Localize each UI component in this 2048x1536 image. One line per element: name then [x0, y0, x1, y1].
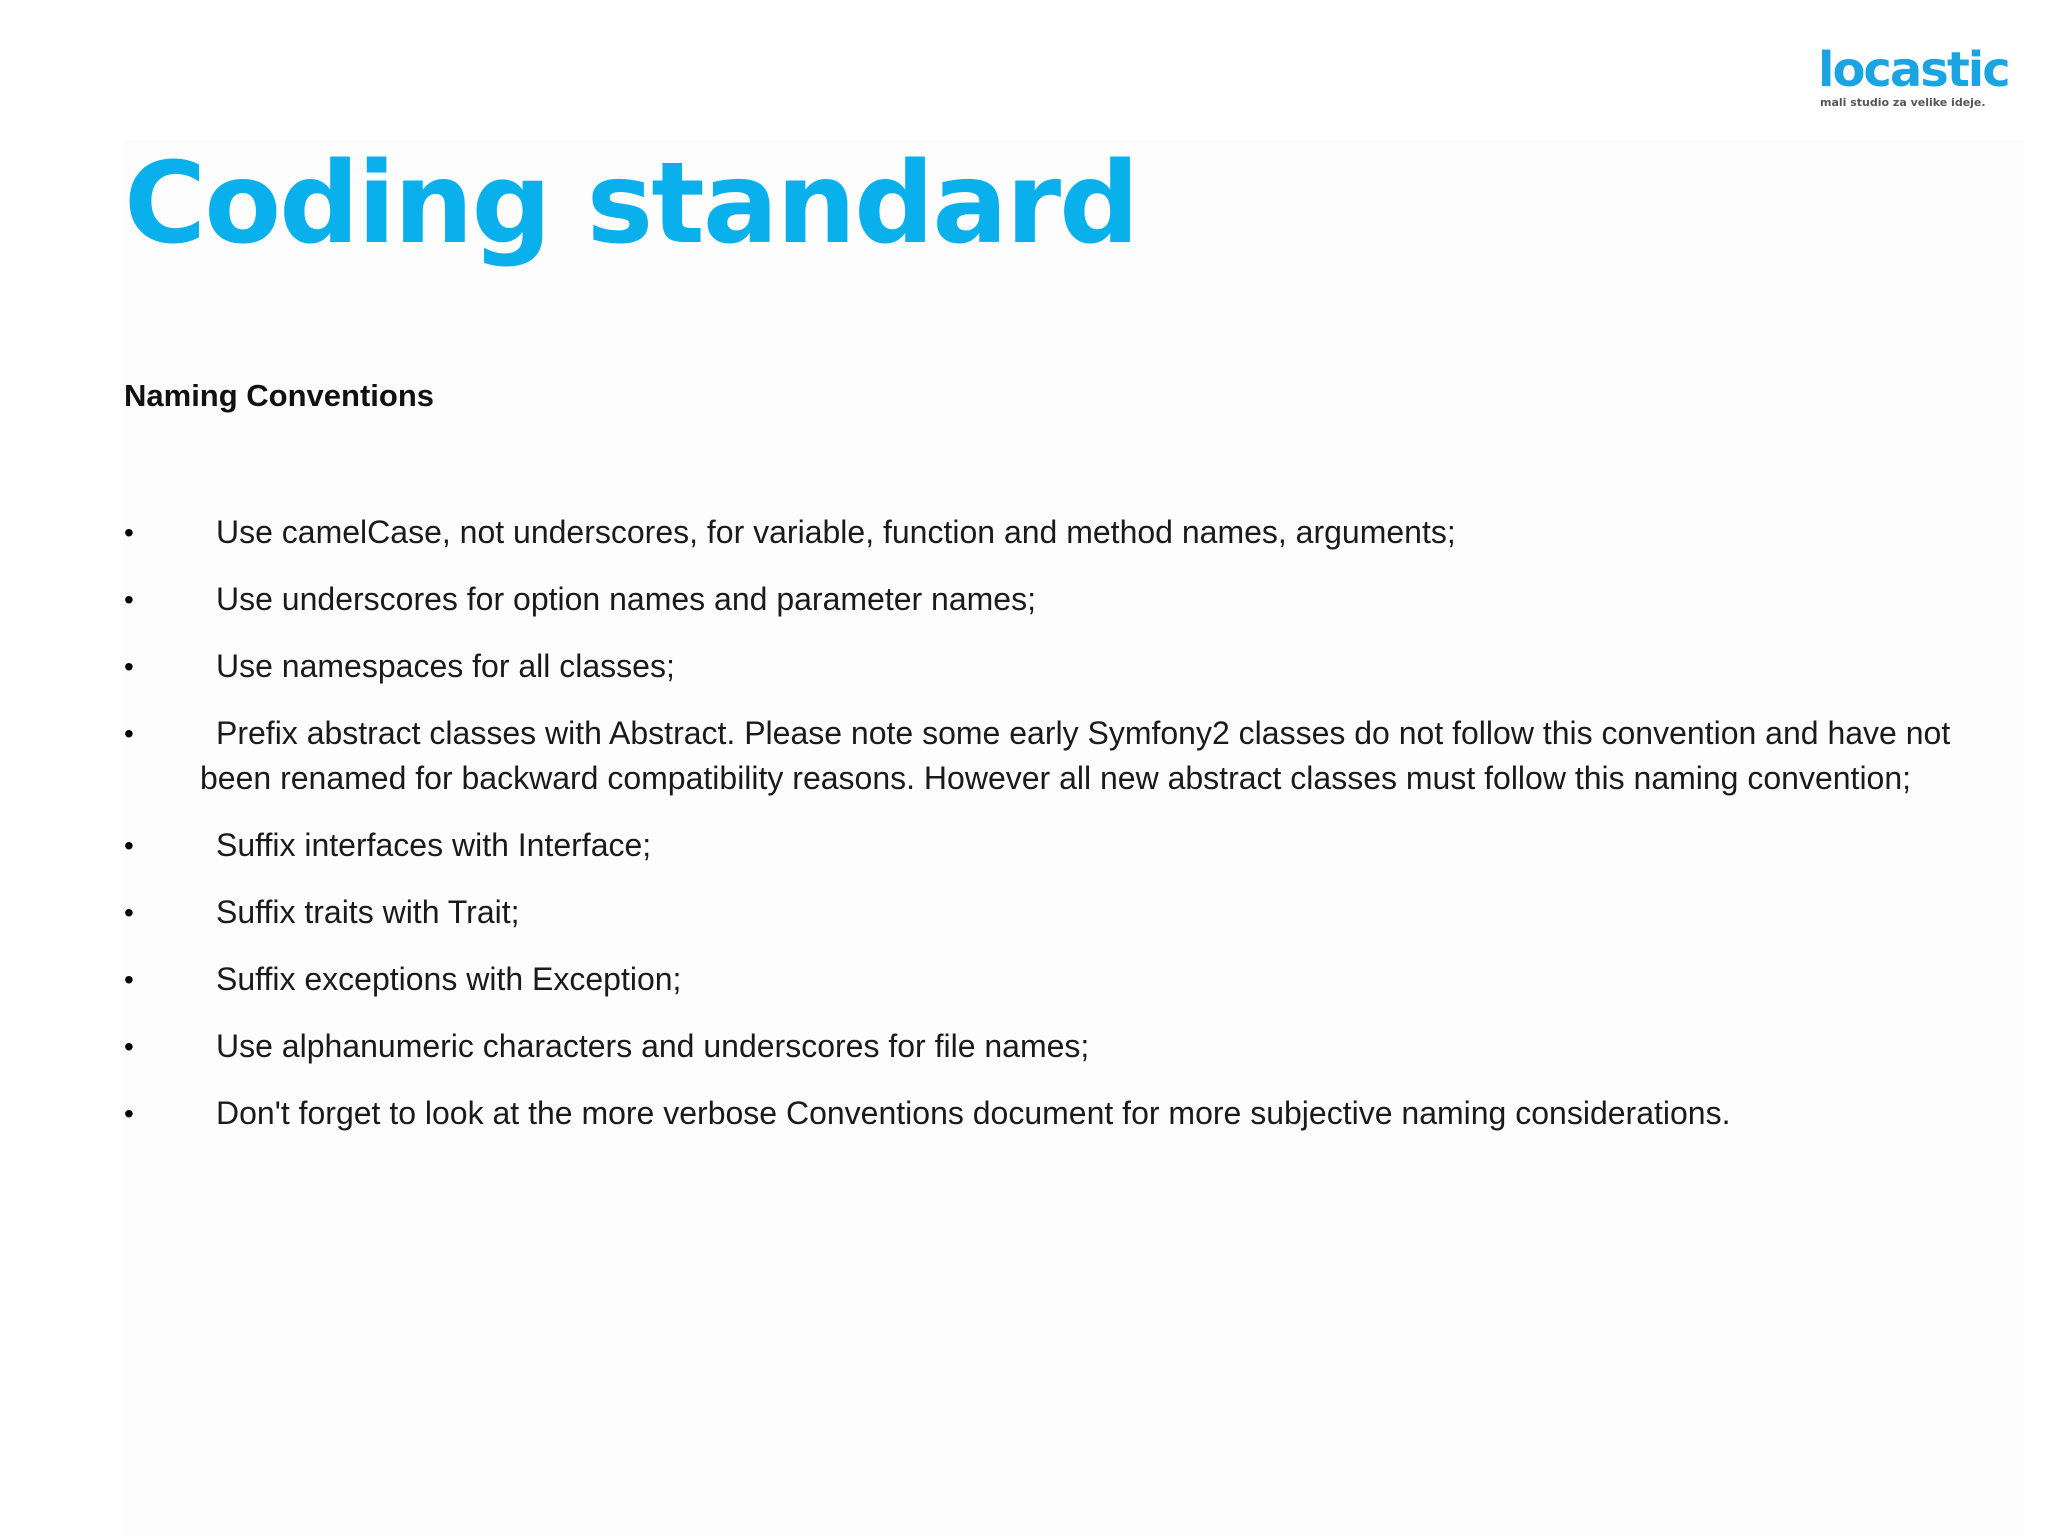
bullet-item [124, 1091, 1954, 1136]
bullet-text: Suffix interfaces with Interface; [216, 827, 652, 863]
bullet-icon: • [124, 897, 134, 928]
logo-wordmark: locastic [1818, 42, 2009, 98]
bullet-icon: • [124, 584, 134, 615]
bullet-text: Suffix exceptions with Exception; [216, 961, 682, 997]
bullet-icon: • [124, 830, 134, 861]
bullet-text: Use camelCase, not underscores, for variable, function and method names, arguments; [216, 514, 1456, 550]
slide-title: Coding standard [124, 139, 1138, 269]
bullet-item [124, 1024, 1954, 1069]
section-heading: Naming Conventions [124, 378, 435, 413]
bullet-list [124, 510, 1954, 1158]
bullet-item [124, 644, 1954, 689]
bullet-text: Use alphanumeric characters and underscores for file names; [216, 1028, 1090, 1064]
bullet-text: Use namespaces for all classes; [216, 648, 675, 684]
bullet-item [124, 510, 1954, 555]
bullet-icon: • [124, 1098, 134, 1129]
bullet-text: Suffix traits with Trait; [216, 894, 520, 930]
bullet-icon: • [124, 718, 134, 749]
bullet-icon: • [124, 651, 134, 682]
bullet-item [124, 890, 1954, 935]
bullet-text: Don't forget to look at the more verbose Conventions document for more subjective naming considerations. [216, 1095, 1731, 1131]
bullet-item [124, 711, 1954, 801]
bullet-icon: • [124, 517, 134, 548]
bullet-icon: • [124, 1031, 134, 1062]
bullet-item [124, 577, 1954, 622]
bullet-text: Use underscores for option names and parameter names; [216, 581, 1036, 617]
bullet-item [124, 957, 1954, 1002]
bullet-item [124, 823, 1954, 868]
locastic-logo [1818, 42, 2009, 110]
bullet-text: Prefix abstract classes with Abstract. Please note some early Symfony2 classes do not follow this convention and have not been renamed for backward compatibility reasons. However all new abstract classes must follow this naming convention; [200, 715, 1951, 796]
logo-tagline: mali studio za velike ideje. [1820, 96, 1986, 109]
bullet-icon: • [124, 964, 134, 995]
